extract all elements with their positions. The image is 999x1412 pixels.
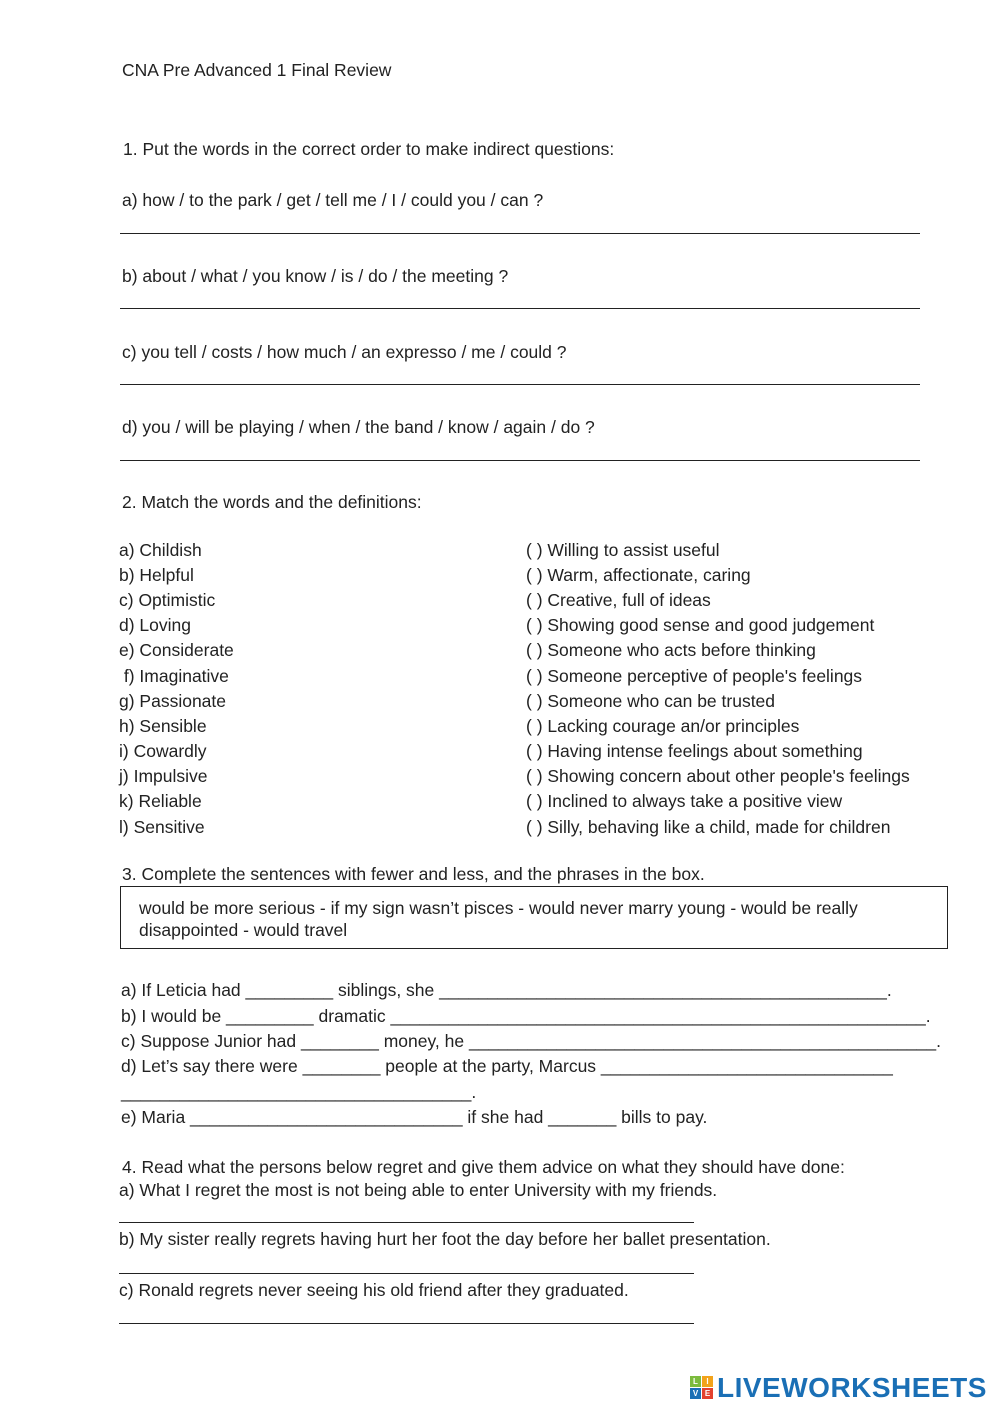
phrase-box [120, 886, 948, 949]
word-item: h) Sensible [119, 716, 207, 736]
word-item: f) Imaginative [119, 666, 229, 686]
definition-item[interactable]: ( ) Having intense feelings about something [526, 741, 863, 761]
word-item: a) Childish [119, 540, 202, 560]
sentence-item: ____________________________________. [121, 1082, 477, 1102]
regret-item: c) Ronald regrets never seeing his old friend after they graduated. [119, 1280, 629, 1300]
definition-item[interactable]: ( ) Lacking courage an/or principles [526, 716, 800, 736]
word-item: l) Sensitive [119, 817, 205, 837]
answer-line[interactable] [120, 460, 920, 461]
section3-instruction: 3. Complete the sentences with fewer and less, and the phrases in the box. [122, 864, 705, 884]
section1-instruction: 1. Put the words in the correct order to make indirect questions: [123, 139, 615, 159]
definition-item[interactable]: ( ) Inclined to always take a positive view [526, 791, 843, 811]
answer-line[interactable] [119, 1273, 694, 1274]
word-item: j) Impulsive [119, 766, 208, 786]
sentence-item: b) I would be _________ dramatic _______________________________________________________. [121, 1006, 931, 1026]
definition-item[interactable]: ( ) Warm, affectionate, caring [526, 565, 751, 585]
question-item: a) how / to the park / get / tell me / I / could you / can ? [122, 190, 544, 210]
definition-item[interactable]: ( ) Someone who acts before thinking [526, 640, 816, 660]
word-item: e) Considerate [119, 640, 234, 660]
definition-item[interactable]: ( ) Someone perceptive of people's feelings [526, 666, 863, 686]
regret-item: b) My sister really regrets having hurt her foot the day before her ballet presentation. [119, 1229, 771, 1249]
regret-item: a) What I regret the most is not being able to enter University with my friends. [119, 1180, 718, 1200]
sentence-item: c) Suppose Junior had ________ money, he ________________________________________________. [121, 1031, 942, 1051]
word-item: b) Helpful [119, 565, 194, 585]
definition-item[interactable]: ( ) Someone who can be trusted [526, 691, 776, 711]
question-item: b) about / what / you know / is / do / the meeting ? [122, 266, 509, 286]
definition-item[interactable]: ( ) Silly, behaving like a child, made for children [526, 817, 891, 837]
section4-instruction: 4. Read what the persons below regret and give them advice on what they should have done: [122, 1157, 845, 1177]
logo-text: LIVEWORKSHEETS [717, 1372, 987, 1403]
word-item: d) Loving [119, 615, 191, 635]
page-title: CNA Pre Advanced 1 Final Review [122, 60, 392, 80]
answer-line[interactable] [120, 384, 920, 385]
answer-line[interactable] [119, 1222, 694, 1223]
answer-line[interactable] [120, 233, 920, 234]
definition-item[interactable]: ( ) Creative, full of ideas [526, 590, 711, 610]
answer-line[interactable] [120, 308, 920, 309]
word-item: c) Optimistic [119, 590, 216, 610]
question-item: c) you tell / costs / how much / an expresso / me / could ? [122, 342, 567, 362]
sentence-item: a) If Leticia had _________ siblings, she ______________________________________________. [121, 980, 892, 1000]
section2-instruction: 2. Match the words and the definitions: [122, 492, 422, 512]
definition-item[interactable]: ( ) Showing concern about other people's feelings [526, 766, 910, 786]
word-item: g) Passionate [119, 691, 227, 711]
question-item: d) you / will be playing / when / the band / know / again / do ? [122, 417, 595, 437]
definition-item[interactable]: ( ) Willing to assist useful [526, 540, 720, 560]
liveworksheets-logo [690, 1373, 987, 1403]
phrase-box-text: would be more serious - if my sign wasn’t pisces - would never marry young - would be really disappointed - would travel [139, 898, 858, 940]
sentence-item: d) Let’s say there were ________ people at the party, Marcus ______________________________ [121, 1056, 893, 1076]
word-item: k) Reliable [119, 791, 202, 811]
logo-mark-icon: L I V E [690, 1376, 714, 1400]
sentence-item: e) Maria ____________________________ if she had _______ bills to pay. [121, 1107, 708, 1127]
word-item: i) Cowardly [119, 741, 207, 761]
answer-line[interactable] [119, 1323, 694, 1324]
definition-item[interactable]: ( ) Showing good sense and good judgement [526, 615, 875, 635]
